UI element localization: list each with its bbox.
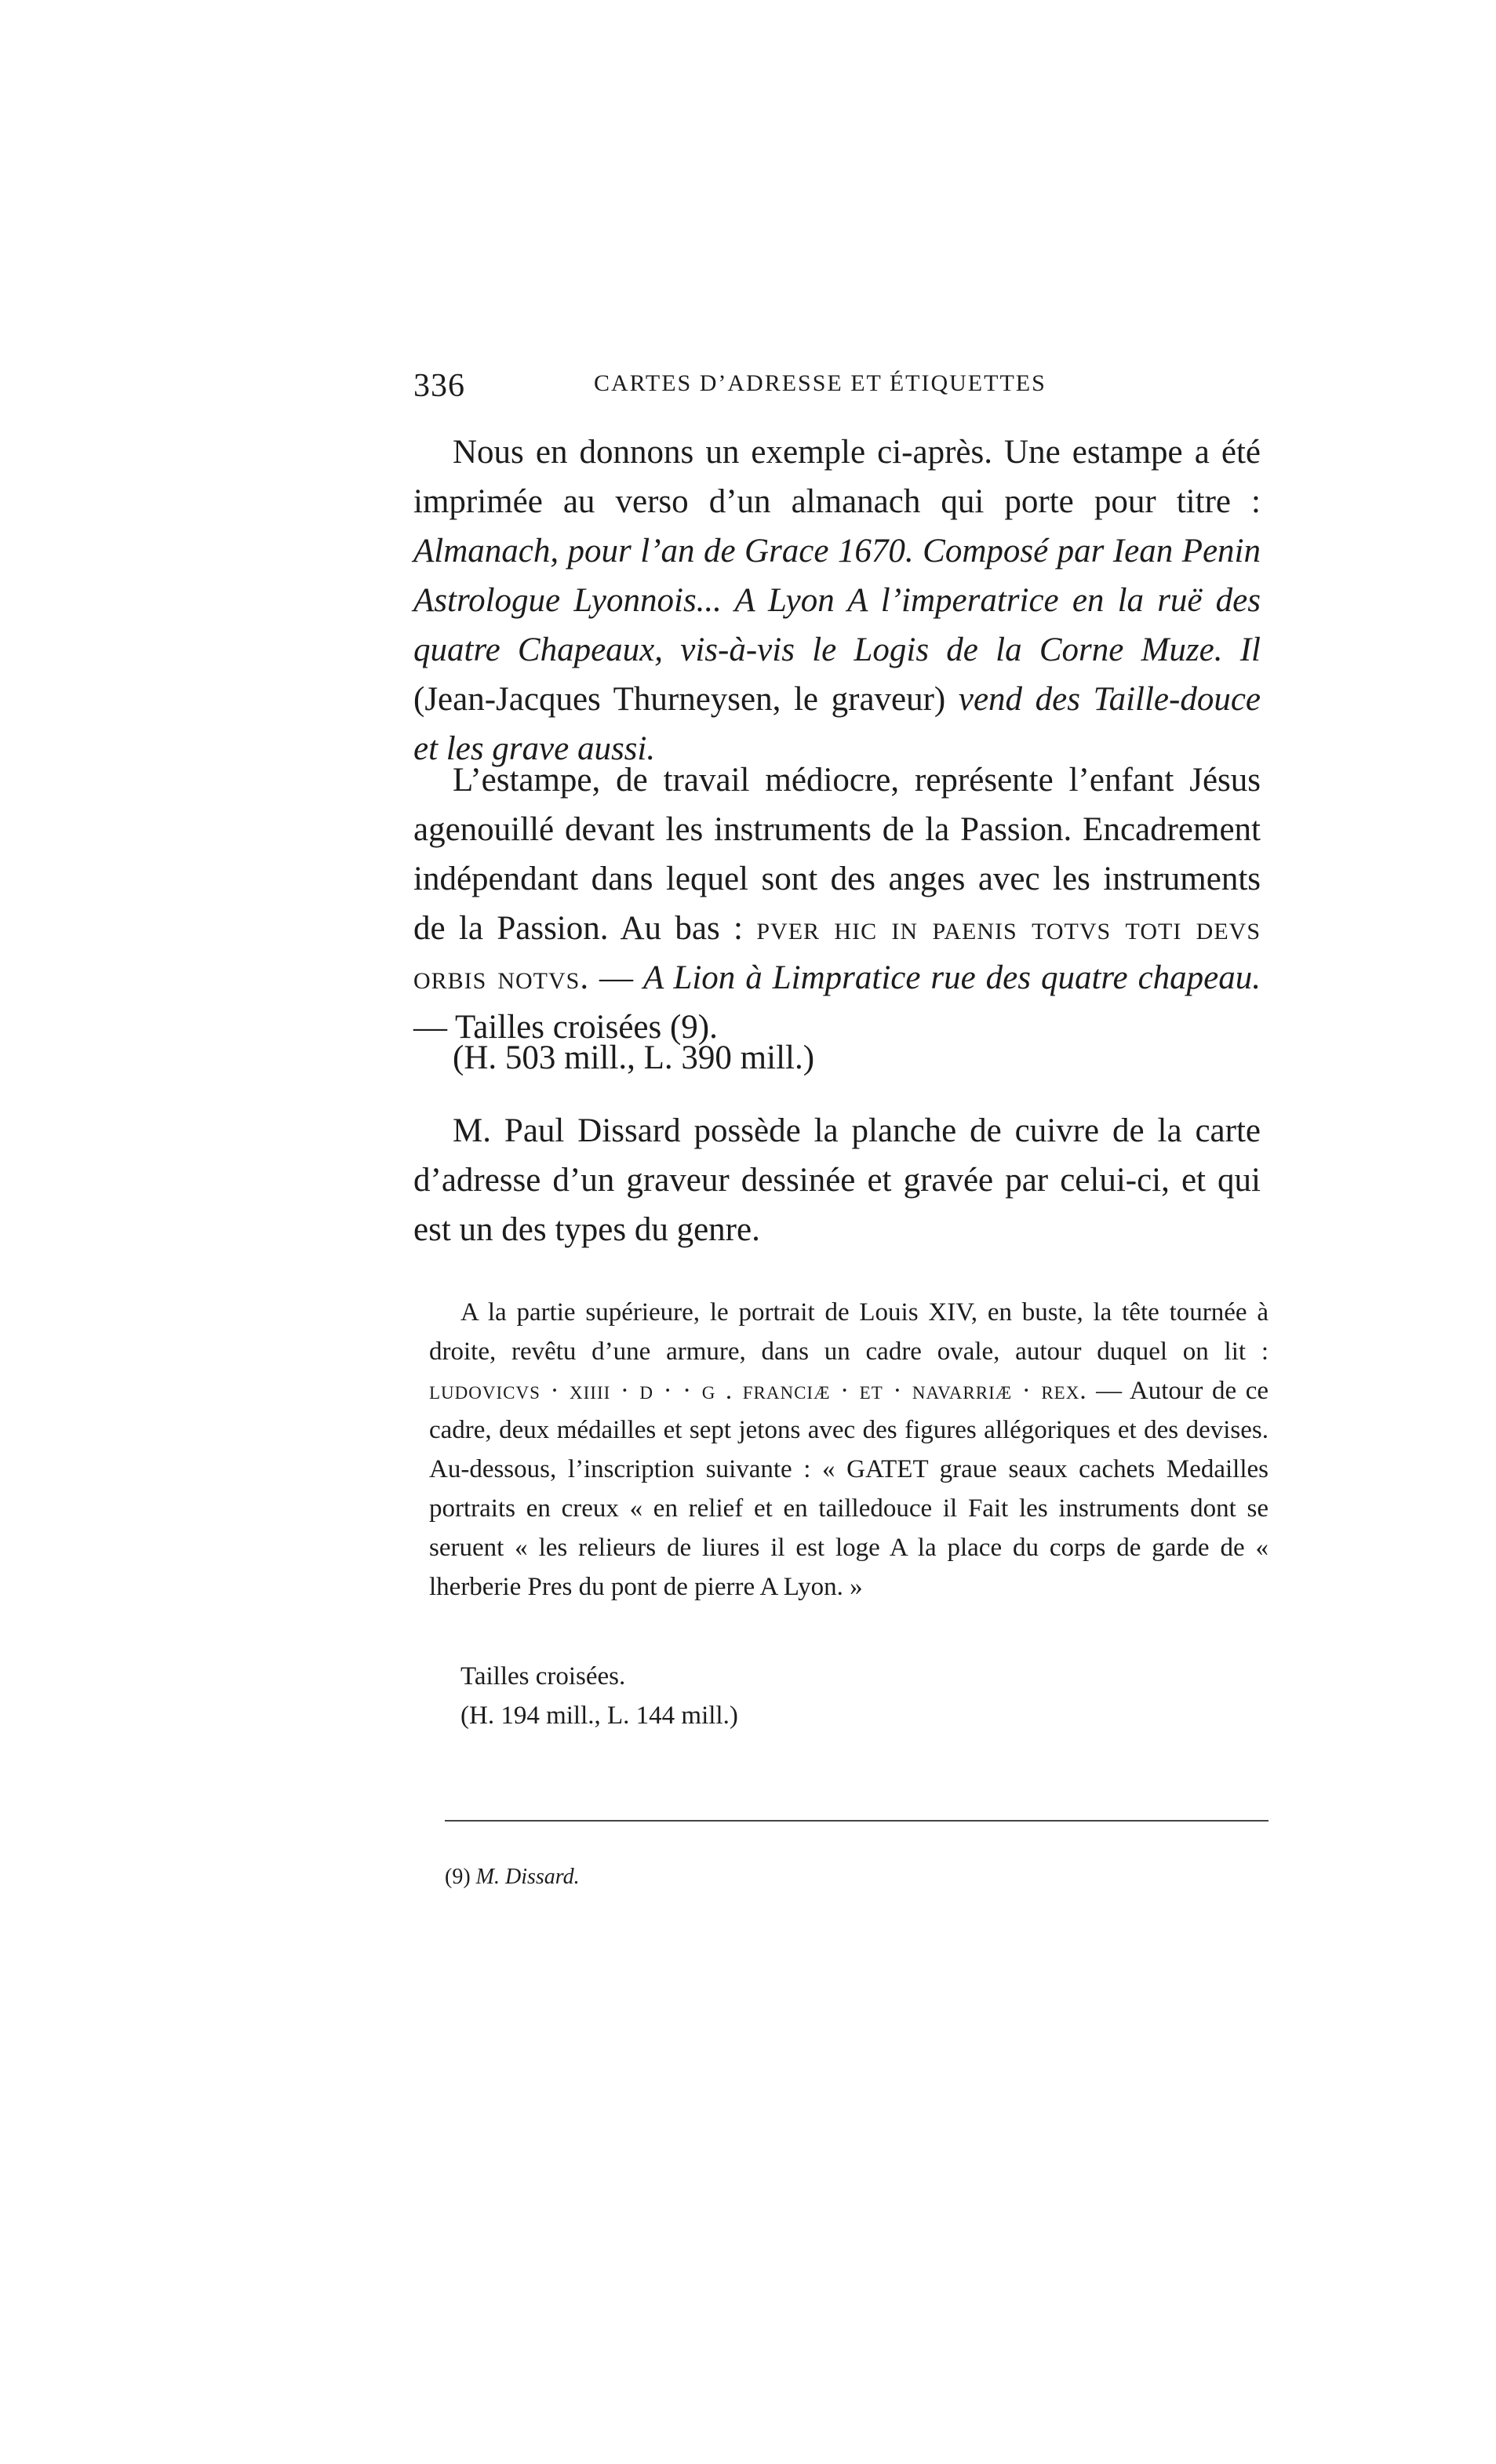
paragraph-text: M. Paul Dissard possède la planche de cuivre de la carte d’adresse d’un graveur dessinée et gravée par celui-ci, et qui est un des types du genre. [413,1112,1261,1248]
description-carte [429,1293,1269,1607]
portrait-inscription: ludovicvs · xiiii · d · · g . franciæ · et · navarriæ · rex. [429,1377,1087,1405]
paragraph-dissard [413,1106,1261,1254]
paragraph-estampe [413,755,1261,1052]
description-text: — Autour de ce cadre, deux médailles et sept jetons avec des figures allégoriques et des devises. Au-dessous, l’inscription suivante : « GATET graue seaux cachets Medailles portraits en creux « en relief et en tailledouce il Fait les instruments dont se seruent « les relieurs de liures il est loge A la place du corps de garde de « lherberie Pres du pont de pierre A Lyon. » [429,1377,1269,1601]
paragraph-almanach [413,428,1261,773]
footnote-text: M. Dissard. [475,1865,580,1889]
almanach-title: Almanach, pour l’an de Grace 1670. Composé par Iean Penin Astrologue Lyonnois... A Lyon A l’imperatrice en la ruë des quatre Chapeaux, vis-à-vis le Logis de la Corne Muze. Il [413,533,1261,668]
paragraph-text: (Jean-Jacques Thurneysen, le graveur) [413,681,959,718]
latin-inscription: pver hic in paenis totvs toti devs orbis notvs. [413,910,1261,996]
footnote [445,1865,580,1890]
paragraph-text: — Tailles croisées (9). [413,1009,718,1046]
address-inscription: A Lion à Limpratice rue des quatre chapeau. [643,959,1261,996]
dimensions-estampe: (H. 503 mill., L. 390 mill.) [453,1039,815,1076]
technique-note: Tailles croisées. [460,1662,626,1691]
dimensions-carte: (H. 194 mill., L. 144 mill.) [460,1702,738,1730]
paragraph-text: — [589,959,643,996]
page-header [413,367,1229,414]
description-text: A la partie supérieure, le portrait de Louis XIV, en buste, la tête tournée à droite, revêtu d’une armure, dans un cadre ovale, autour duquel on lit : [429,1298,1269,1366]
paragraph-text: L’estampe, de travail médiocre, représente l’enfant Jésus agenouillé devant les instruments de la Passion. Encadrement indépendant dans lequel sont des anges avec les instruments de la Passion. Au bas : [413,762,1261,947]
almanach-quote: vend des Taille-douce et les grave aussi. [413,681,1261,767]
paragraph-text: Nous en donnons un exemple ci-après. Une estampe a été imprimée au verso d’un almanach qui porte pour titre : [413,434,1261,520]
running-title: CARTES D’ADRESSE ET ÉTIQUETTES [594,370,1046,396]
footnote-number: (9) [445,1865,471,1889]
footnote-divider [445,1820,1269,1822]
page-number: 336 [413,368,465,404]
